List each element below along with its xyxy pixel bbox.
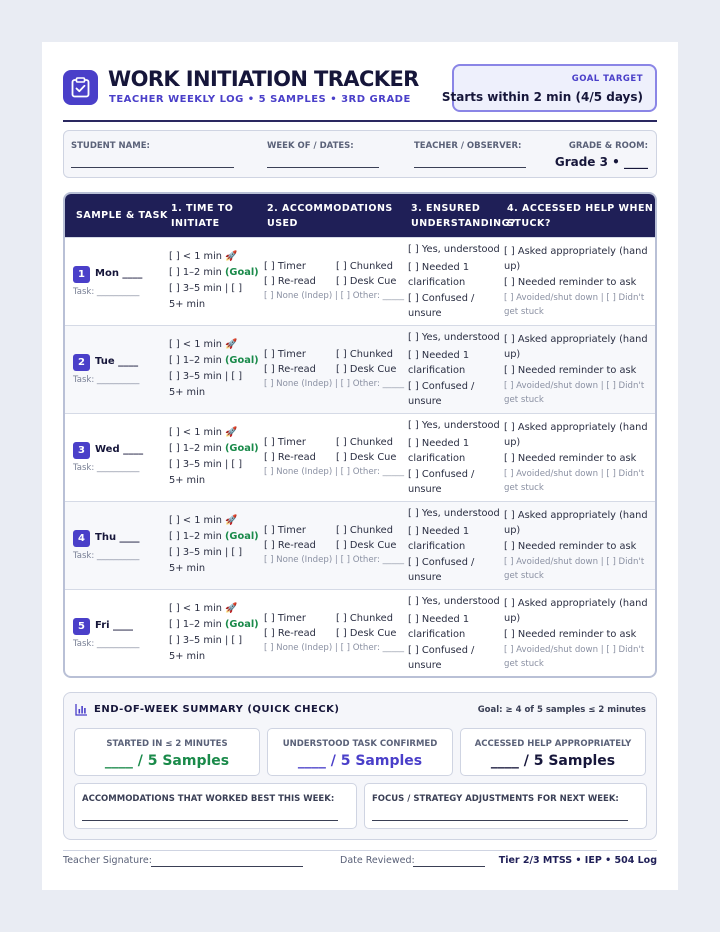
page-subtitle: TEACHER WEEKLY LOG • 5 SAMPLES • 3RD GRADE: [109, 94, 411, 105]
none-other-checkbox[interactable]: [ ] None (Indep) | [ ] Other: _____: [264, 467, 405, 477]
time-3-5-checkbox[interactable]: [ ] 3–5 min | [ ]: [169, 459, 243, 470]
grade-room-value: Grade 3 • ____: [554, 155, 648, 169]
asked-appropriately-label: up): [504, 261, 521, 272]
understood-card: [267, 728, 453, 776]
time-5-plus-label: 5+ min: [169, 299, 206, 310]
day-name: Mon ____: [95, 268, 143, 279]
confused-checkbox[interactable]: [ ] Confused /: [408, 381, 475, 392]
student-name-label: STUDENT NAME:: [71, 141, 150, 151]
time-1-2-checkbox[interactable]: [169, 530, 259, 543]
grade-room-label: GRADE & ROOM:: [568, 141, 648, 151]
none-other-checkbox[interactable]: [ ] None (Indep) | [ ] Other: _____: [264, 555, 405, 565]
chunked-checkbox[interactable]: [ ] Chunked: [336, 525, 393, 536]
needed-clarification-checkbox[interactable]: [ ] Needed 1: [408, 614, 470, 625]
asked-appropriately-checkbox[interactable]: [ ] Asked appropriately (hand: [504, 598, 648, 609]
time-under-1-checkbox[interactable]: [ ] < 1 min 🚀: [169, 515, 238, 526]
time-1-2-checkbox[interactable]: [169, 618, 259, 631]
day-number-badge: 3: [73, 442, 90, 459]
day-number-badge: 1: [73, 266, 90, 283]
asked-appropriately-checkbox[interactable]: [ ] Asked appropriately (hand: [504, 510, 648, 521]
none-other-checkbox[interactable]: [ ] None (Indep) | [ ] Other: _____: [264, 291, 405, 301]
time-5-plus-label: 5+ min: [169, 563, 206, 574]
day-name: Wed ____: [95, 444, 144, 455]
header-understanding-line2: UNDERSTANDING?: [411, 218, 516, 229]
table-row: [65, 325, 655, 413]
unsure-label: unsure: [408, 484, 442, 495]
time-5-plus-label: 5+ min: [169, 387, 206, 398]
needed-reminder-checkbox[interactable]: [ ] Needed reminder to ask: [504, 453, 637, 464]
task-label: Task: __________: [73, 551, 140, 561]
didnt-get-stuck-label: get stuck: [504, 395, 544, 405]
asked-appropriately-checkbox[interactable]: [ ] Asked appropriately (hand: [504, 334, 648, 345]
needed-reminder-checkbox[interactable]: [ ] Needed reminder to ask: [504, 277, 637, 288]
goal-tag: (Goal): [224, 355, 259, 366]
header-accommodations-line1: 2. ACCOMMODATIONS: [267, 203, 393, 214]
accommodations-notes-label: ACCOMMODATIONS THAT WORKED BEST THIS WEEK:: [82, 794, 335, 804]
chunked-checkbox[interactable]: [ ] Chunked: [336, 261, 393, 272]
clipboard-icon: [63, 70, 98, 105]
didnt-get-stuck-label: get stuck: [504, 483, 544, 493]
header-help-line2: STUCK?: [507, 218, 551, 229]
table-row: [65, 413, 655, 501]
day-name: Tue ____: [95, 356, 139, 367]
understood-yes-checkbox[interactable]: [ ] Yes, understood: [408, 420, 500, 431]
accommodations-notes: [74, 783, 357, 829]
unsure-label: unsure: [408, 308, 442, 319]
needed-reminder-checkbox[interactable]: [ ] Needed reminder to ask: [504, 365, 637, 376]
chunked-checkbox[interactable]: [ ] Chunked: [336, 613, 393, 624]
understood-yes-checkbox[interactable]: [ ] Yes, understood: [408, 596, 500, 607]
header-understanding-line1: 3. ENSURED: [411, 203, 481, 214]
date-reviewed-label: Date Reviewed:: [340, 855, 415, 866]
unsure-label: unsure: [408, 396, 442, 407]
clarification-label: clarification: [408, 541, 466, 552]
day-name: Thu ____: [95, 532, 140, 543]
asked-appropriately-label: up): [504, 349, 521, 360]
time-5-plus-label: 5+ min: [169, 475, 206, 486]
timer-checkbox[interactable]: [ ] Timer: [264, 525, 306, 536]
header-time-line2: INITIATE: [171, 218, 220, 229]
time-1-2-checkbox[interactable]: [169, 354, 259, 367]
header-divider: [63, 120, 657, 122]
needed-clarification-checkbox[interactable]: [ ] Needed 1: [408, 262, 470, 273]
timer-checkbox[interactable]: [ ] Timer: [264, 349, 306, 360]
time-under-1-checkbox[interactable]: [ ] < 1 min 🚀: [169, 603, 238, 614]
time-1-2-label: [ ] 1–2 min: [169, 355, 225, 366]
avoided-checkbox[interactable]: [ ] Avoided/shut down | [ ] Didn't: [504, 381, 645, 391]
avoided-checkbox[interactable]: [ ] Avoided/shut down | [ ] Didn't: [504, 557, 645, 567]
summary-goal: Goal: ≥ 4 of 5 samples ≤ 2 minutes: [477, 705, 646, 715]
understood-yes-checkbox[interactable]: [ ] Yes, understood: [408, 244, 500, 255]
clarification-label: clarification: [408, 365, 466, 376]
week-field[interactable]: [267, 167, 379, 168]
table-header: [65, 194, 655, 237]
desk-cue-checkbox[interactable]: [ ] Desk Cue: [336, 540, 397, 551]
student-name-field[interactable]: [71, 167, 234, 168]
bar-chart-icon: [75, 703, 88, 716]
time-3-5-checkbox[interactable]: [ ] 3–5 min | [ ]: [169, 371, 243, 382]
confused-checkbox[interactable]: [ ] Confused /: [408, 293, 475, 304]
day-number-badge: 4: [73, 530, 90, 547]
help-value[interactable]: ____ / 5 Samples: [490, 753, 616, 769]
didnt-get-stuck-label: get stuck: [504, 307, 544, 317]
chunked-checkbox[interactable]: [ ] Chunked: [336, 349, 393, 360]
time-3-5-checkbox[interactable]: [ ] 3–5 min | [ ]: [169, 635, 243, 646]
signature-label: Teacher Signature:: [63, 855, 152, 866]
goal-target-box: [441, 64, 657, 112]
desk-cue-checkbox[interactable]: [ ] Desk Cue: [336, 628, 397, 639]
understood-value[interactable]: ____ / 5 Samples: [297, 753, 423, 769]
time-3-5-checkbox[interactable]: [ ] 3–5 min | [ ]: [169, 283, 243, 294]
time-1-2-label: [ ] 1–2 min: [169, 531, 225, 542]
time-1-2-checkbox[interactable]: [169, 266, 259, 279]
time-1-2-label: [ ] 1–2 min: [169, 619, 225, 630]
asked-appropriately-checkbox[interactable]: [ ] Asked appropriately (hand: [504, 422, 648, 433]
goal-target-label: GOAL TARGET: [571, 74, 643, 84]
avoided-checkbox[interactable]: [ ] Avoided/shut down | [ ] Didn't: [504, 293, 645, 303]
time-under-1-checkbox[interactable]: [ ] < 1 min 🚀: [169, 339, 238, 350]
goal-tag: (Goal): [224, 619, 259, 630]
focus-notes-label: FOCUS / STRATEGY ADJUSTMENTS FOR NEXT WEEK:: [372, 794, 619, 804]
confused-checkbox[interactable]: [ ] Confused /: [408, 557, 475, 568]
table-row: [65, 589, 655, 677]
focus-notes-field[interactable]: [372, 820, 628, 821]
asked-appropriately-checkbox[interactable]: [ ] Asked appropriately (hand: [504, 246, 648, 257]
time-1-2-label: [ ] 1–2 min: [169, 443, 225, 454]
focus-notes: [364, 783, 647, 829]
time-1-2-label: [ ] 1–2 min: [169, 267, 225, 278]
worksheet-page: [42, 42, 678, 890]
clarification-label: clarification: [408, 629, 466, 640]
started-value[interactable]: ____ / 5 Samples: [104, 753, 230, 769]
day-name: Fri ____: [95, 620, 134, 631]
day-number-badge: 5: [73, 618, 90, 635]
footer-divider: [63, 850, 657, 851]
header-time-line1: 1. TIME TO: [171, 203, 234, 214]
reread-checkbox[interactable]: [ ] Re-read: [264, 540, 316, 551]
needed-clarification-checkbox[interactable]: [ ] Needed 1: [408, 350, 470, 361]
time-under-1-checkbox[interactable]: [ ] < 1 min 🚀: [169, 251, 238, 262]
unsure-label: unsure: [408, 572, 442, 583]
chunked-checkbox[interactable]: [ ] Chunked: [336, 437, 393, 448]
page-title: WORK INITIATION TRACKER: [108, 67, 419, 91]
clarification-label: clarification: [408, 277, 466, 288]
time-3-5-checkbox[interactable]: [ ] 3–5 min | [ ]: [169, 547, 243, 558]
confused-checkbox[interactable]: [ ] Confused /: [408, 645, 475, 656]
understood-yes-checkbox[interactable]: [ ] Yes, understood: [408, 508, 500, 519]
desk-cue-checkbox[interactable]: [ ] Desk Cue: [336, 364, 397, 375]
asked-appropriately-label: up): [504, 525, 521, 536]
asked-appropriately-label: up): [504, 437, 521, 448]
reread-checkbox[interactable]: [ ] Re-read: [264, 364, 316, 375]
header-help-line1: 4. ACCESSED HELP WHEN: [507, 203, 654, 214]
none-other-checkbox[interactable]: [ ] None (Indep) | [ ] Other: _____: [264, 643, 405, 653]
task-label: Task: __________: [73, 639, 140, 649]
clarification-label: clarification: [408, 453, 466, 464]
reread-checkbox[interactable]: [ ] Re-read: [264, 628, 316, 639]
summary-title: END-OF-WEEK SUMMARY (QUICK CHECK): [94, 704, 340, 715]
started-card: [74, 728, 260, 776]
header-sample-task: SAMPLE & TASK: [76, 210, 168, 221]
timer-checkbox[interactable]: [ ] Timer: [264, 261, 306, 272]
time-under-1-checkbox[interactable]: [ ] < 1 min 🚀: [169, 427, 238, 438]
goal-tag: (Goal): [224, 267, 259, 278]
table-row: [65, 237, 655, 325]
confused-checkbox[interactable]: [ ] Confused /: [408, 469, 475, 480]
day-number-badge: 2: [73, 354, 90, 371]
needed-clarification-checkbox[interactable]: [ ] Needed 1: [408, 526, 470, 537]
goal-target-value: Starts within 2 min (4/5 days): [441, 90, 643, 104]
didnt-get-stuck-label: get stuck: [504, 659, 544, 669]
help-label: ACCESSED HELP APPROPRIATELY: [474, 739, 632, 749]
goal-tag: (Goal): [224, 443, 259, 454]
task-label: Task: __________: [73, 463, 140, 473]
time-5-plus-label: 5+ min: [169, 651, 206, 662]
accommodations-notes-field[interactable]: [82, 820, 338, 821]
didnt-get-stuck-label: get stuck: [504, 571, 544, 581]
needed-reminder-checkbox[interactable]: [ ] Needed reminder to ask: [504, 629, 637, 640]
teacher-label: TEACHER / OBSERVER:: [414, 141, 522, 151]
date-reviewed-field[interactable]: [413, 866, 485, 867]
footer-tag: Tier 2/3 MTSS • IEP • 504 Log: [498, 855, 657, 866]
understood-yes-checkbox[interactable]: [ ] Yes, understood: [408, 332, 500, 343]
desk-cue-checkbox[interactable]: [ ] Desk Cue: [336, 452, 397, 463]
none-other-checkbox[interactable]: [ ] None (Indep) | [ ] Other: _____: [264, 379, 405, 389]
tracker-table: [63, 192, 657, 678]
timer-checkbox[interactable]: [ ] Timer: [264, 437, 306, 448]
signature-field[interactable]: [151, 866, 303, 867]
weekly-summary: [63, 692, 657, 840]
time-1-2-checkbox[interactable]: [169, 442, 259, 455]
needed-reminder-checkbox[interactable]: [ ] Needed reminder to ask: [504, 541, 637, 552]
unsure-label: unsure: [408, 660, 442, 671]
student-info-box: [63, 130, 657, 178]
reread-checkbox[interactable]: [ ] Re-read: [264, 452, 316, 463]
task-label: Task: __________: [73, 375, 140, 385]
started-label: STARTED IN ≤ 2 MINUTES: [106, 739, 228, 749]
reread-checkbox[interactable]: [ ] Re-read: [264, 276, 316, 287]
table-row: [65, 501, 655, 589]
needed-clarification-checkbox[interactable]: [ ] Needed 1: [408, 438, 470, 449]
timer-checkbox[interactable]: [ ] Timer: [264, 613, 306, 624]
header-accommodations-line2: USED: [267, 218, 298, 229]
desk-cue-checkbox[interactable]: [ ] Desk Cue: [336, 276, 397, 287]
goal-tag: (Goal): [224, 531, 259, 542]
teacher-field[interactable]: [414, 167, 526, 168]
help-card: [460, 728, 646, 776]
task-label: Task: __________: [73, 287, 140, 297]
avoided-checkbox[interactable]: [ ] Avoided/shut down | [ ] Didn't: [504, 469, 645, 479]
week-label: WEEK OF / DATES:: [267, 141, 354, 151]
asked-appropriately-label: up): [504, 613, 521, 624]
avoided-checkbox[interactable]: [ ] Avoided/shut down | [ ] Didn't: [504, 645, 645, 655]
understood-label: UNDERSTOOD TASK CONFIRMED: [282, 739, 438, 749]
